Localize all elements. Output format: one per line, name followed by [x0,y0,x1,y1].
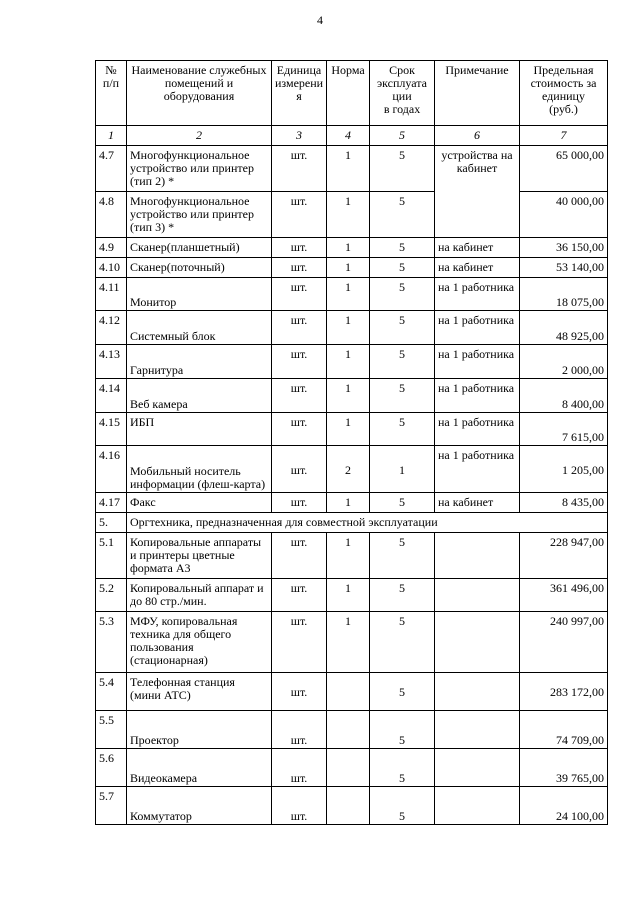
row-term: 5 [370,278,435,311]
row-term: 5 [370,258,435,278]
row-unit: шт. [272,278,327,311]
row-price: 1 205,00 [520,446,608,493]
row-norm: 1 [327,192,370,238]
row-name: Копировальный аппарат и до 80 стр./мин. [127,579,272,612]
row-note: на 1 работника [435,413,520,446]
header-no: № п/п [96,61,127,126]
row-price: 74 709,00 [520,711,608,749]
row-norm [327,749,370,787]
row-note: на 1 работника [435,345,520,379]
col-number: 2 [127,126,272,146]
header-name: Наименование служебных помещений и оборудования [127,61,272,126]
header-note: Примечание [435,61,520,126]
row-norm: 1 [327,493,370,513]
table-row [96,413,608,446]
row-price: 24 100,00 [520,787,608,825]
row-term: 5 [370,579,435,612]
table-row [96,311,608,345]
row-norm: 1 [327,612,370,673]
row-price: 40 000,00 [520,192,608,238]
row-no: 5.4 [96,673,127,711]
table-row [96,711,608,749]
row-unit: шт. [272,787,327,825]
row-name: ИБП [127,413,272,446]
row-price: 2 000,00 [520,345,608,379]
row-price: 48 925,00 [520,311,608,345]
row-term: 5 [370,146,435,192]
row-term: 5 [370,413,435,446]
table-row [96,379,608,413]
row-unit: шт. [272,711,327,749]
row-unit: шт. [272,238,327,258]
row-norm: 1 [327,533,370,579]
row-name: Телефонная станция (мини АТС) [127,673,272,711]
row-norm: 1 [327,311,370,345]
row-name: Мобильный носитель информации (флеш-карта) [127,446,272,493]
row-no: 4.12 [96,311,127,345]
page-number: 4 [317,13,323,27]
col-number: 5 [370,126,435,146]
row-name: Видеокамера [127,749,272,787]
row-price: 228 947,00 [520,533,608,579]
row-note [435,533,520,579]
row-no: 5.6 [96,749,127,787]
row-no: 4.7 [96,146,127,192]
row-name: Монитор [127,278,272,311]
row-term: 1 [370,446,435,493]
row-term: 5 [370,787,435,825]
row-note [435,579,520,612]
table-row [96,533,608,579]
row-term: 5 [370,711,435,749]
row-price: 361 496,00 [520,579,608,612]
row-unit: шт. [272,446,327,493]
header-norm: Норма [327,61,370,126]
row-note: на кабинет [435,238,520,258]
row-term: 5 [370,493,435,513]
row-name: Многофункциональное устройство или принтер (тип 2) * [127,146,272,192]
row-no: 4.8 [96,192,127,238]
table-row [96,493,608,513]
table-row [96,749,608,787]
row-norm: 1 [327,146,370,192]
row-unit: шт. [272,379,327,413]
row-note: на 1 работника [435,446,520,493]
row-price: 36 150,00 [520,238,608,258]
row-term: 5 [370,311,435,345]
row-name: МФУ, копировальная техника для общего пользования (стационарная) [127,612,272,673]
header-row [96,61,608,126]
column-number-row [96,126,608,146]
section-title: Оргтехника, предназначенная для совместной эксплуатации [127,513,608,533]
row-no: 4.9 [96,238,127,258]
row-price: 8 400,00 [520,379,608,413]
row-norm: 1 [327,238,370,258]
table-row [96,258,608,278]
row-note [435,787,520,825]
row-norm: 1 [327,379,370,413]
row-no: 4.14 [96,379,127,413]
row-term: 5 [370,192,435,238]
table-row [96,278,608,311]
row-term: 5 [370,345,435,379]
row-price: 39 765,00 [520,749,608,787]
row-unit: шт. [272,413,327,446]
row-norm [327,673,370,711]
row-note: на 1 работника [435,278,520,311]
table-row [96,579,608,612]
row-name: Сканер(поточный) [127,258,272,278]
row-note [435,749,520,787]
row-unit: шт. [272,673,327,711]
row-norm: 1 [327,579,370,612]
row-name: Системный блок [127,311,272,345]
row-norm [327,787,370,825]
row-unit: шт. [272,146,327,192]
row-norm: 1 [327,278,370,311]
row-unit: шт. [272,258,327,278]
header-unit: Единица измерени я [272,61,327,126]
row-name: Веб камера [127,379,272,413]
row-price: 7 615,00 [520,413,608,446]
row-term: 5 [370,612,435,673]
col-number: 3 [272,126,327,146]
row-norm [327,711,370,749]
table-row [96,238,608,258]
row-norm: 1 [327,258,370,278]
row-unit: шт. [272,533,327,579]
row-norm: 2 [327,446,370,493]
row-no: 4.16 [96,446,127,493]
row-name: Проектор [127,711,272,749]
row-unit: шт. [272,345,327,379]
row-name: Гарнитура [127,345,272,379]
row-norm: 1 [327,345,370,379]
section-row [96,513,608,533]
row-term: 5 [370,749,435,787]
row-note: на 1 работника [435,311,520,345]
equipment-table [95,60,608,825]
table-row [96,787,608,825]
row-term: 5 [370,238,435,258]
row-unit: шт. [272,192,327,238]
table-row [96,446,608,493]
row-no: 5.1 [96,533,127,579]
row-no: 4.17 [96,493,127,513]
row-unit: шт. [272,749,327,787]
col-number: 4 [327,126,370,146]
row-price: 283 172,00 [520,673,608,711]
col-number: 1 [96,126,127,146]
row-note [435,711,520,749]
row-name: Сканер(планшетный) [127,238,272,258]
row-note [435,612,520,673]
row-note: на 1 работника [435,379,520,413]
row-no: 4.10 [96,258,127,278]
row-note: на кабинет [435,258,520,278]
row-term: 5 [370,533,435,579]
row-norm: 1 [327,413,370,446]
header-term: Срок эксплуата ции в годах [370,61,435,126]
row-no: 4.11 [96,278,127,311]
row-name: Многофункциональное устройство или принтер (тип 3) * [127,192,272,238]
row-unit: шт. [272,493,327,513]
row-no: 5.5 [96,711,127,749]
row-no: 4.13 [96,345,127,379]
row-no: 4.15 [96,413,127,446]
row-note: на кабинет [435,493,520,513]
row-price: 240 997,00 [520,612,608,673]
row-price: 65 000,00 [520,146,608,192]
row-name: Факс [127,493,272,513]
row-term: 5 [370,673,435,711]
row-no: 5.7 [96,787,127,825]
row-note: устройства на кабинет [435,146,520,238]
row-price: 53 140,00 [520,258,608,278]
row-name: Копировальные аппараты и принтеры цветные формата А3 [127,533,272,579]
table-row [96,673,608,711]
row-no: 5.2 [96,579,127,612]
header-price: Предельная стоимость за единицу (руб.) [520,61,608,126]
row-note [435,673,520,711]
row-price: 18 075,00 [520,278,608,311]
row-price: 8 435,00 [520,493,608,513]
row-unit: шт. [272,311,327,345]
col-number: 6 [435,126,520,146]
col-number: 7 [520,126,608,146]
row-unit: шт. [272,612,327,673]
row-name: Коммутатор [127,787,272,825]
section-no: 5. [96,513,127,533]
table-row [96,146,608,192]
table-row [96,192,608,238]
row-term: 5 [370,379,435,413]
table-row [96,345,608,379]
row-unit: шт. [272,579,327,612]
table-row [96,612,608,673]
row-no: 5.3 [96,612,127,673]
